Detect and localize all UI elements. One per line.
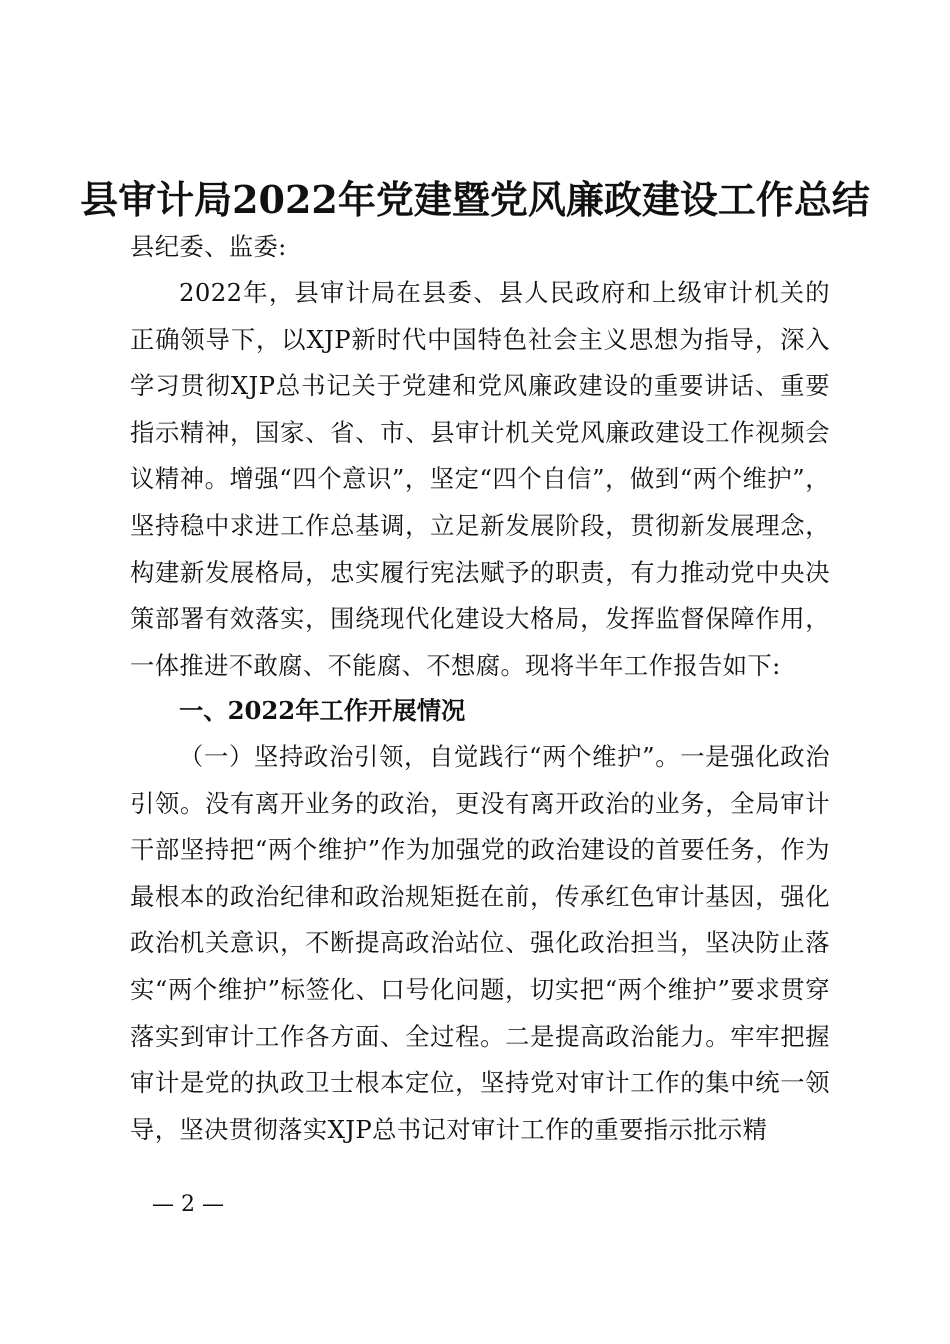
section-heading: 一、2022年工作开展情况: [179, 696, 466, 725]
page-number: — 2 —: [152, 1192, 224, 1217]
document-title: 县审计局2022年党建暨党风廉政建设工作总结: [80, 177, 870, 222]
paragraph-political-guidance: （一）坚持政治引领，自觉践行“两个维护”。一是强化政治引领。没有离开业务的政治，更没有离开政治的业务，全局审计干部坚持把“两个维护”作为加强党的政治建设的首要任务，作为最根本的政治纪律和政治规矩挺在前，传承红色审计基因，强化政治机关意识，不断提高政治站位、强化政治担当，坚决防止落实“两个维护”标签化、口号化问题，切实把“两个维护”要求贯穿落实到审计工作各方面、全过程。二是提高政治能力。牢牢把握审计是党的执政卫士根本定位，坚持党对审计工作的集中统一领导，坚决贯彻落实XJP总书记对审计工作的重要指示批示精: [130, 742, 830, 1144]
paragraph-intro: 2022年，县审计局在县委、县人民政府和上级审计机关的正确领导下，以XJP新时代中国特色社会主义思想为指导，深入学习贯彻XJP总书记关于党建和党风廉政建设的重要讲话、重要指示精神，国家、省、市、县审计机关党风廉政建设工作视频会议精神。增强“四个意识”，坚定“四个自信”，做到“两个维护”，坚持稳中求进工作总基调，立足新发展阶段，贯彻新发展理念，构建新发展格局，忠实履行宪法赋予的职责，有力推动党中央决策部署有效落实，围绕现代化建设大格局，发挥监督保障作用，一体推进不敢腐、不能腐、不想腐。现将半年工作报告如下:: [130, 278, 830, 680]
salutation: 县纪委、监委:: [130, 232, 287, 261]
